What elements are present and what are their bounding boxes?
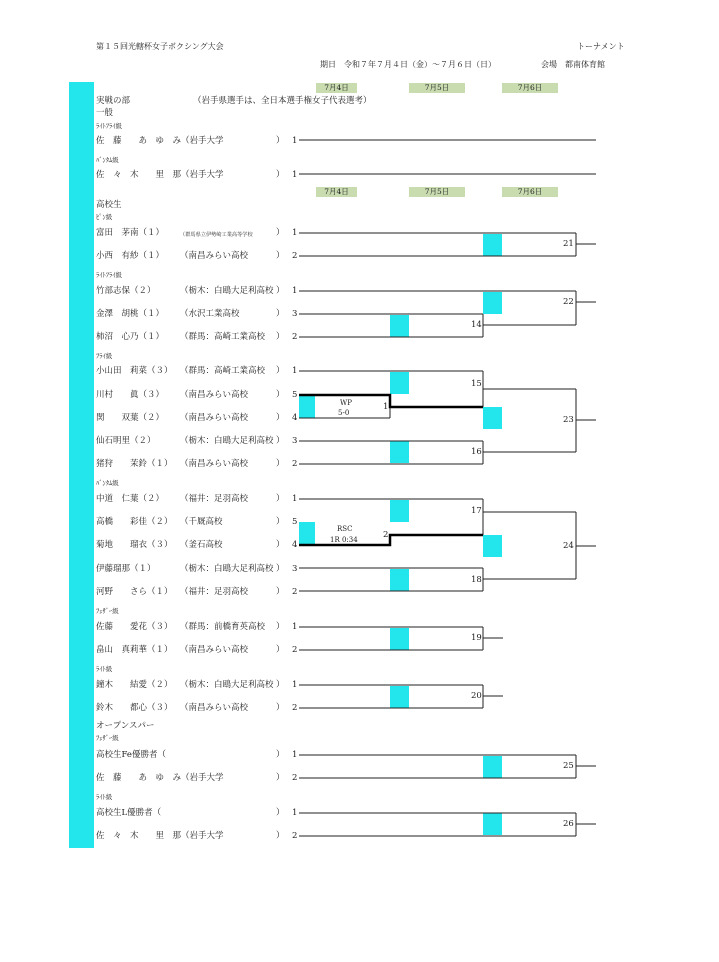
entry-name: 関 双葉（２） (96, 413, 165, 423)
entry-name: 猪狩 茉鈴（１） (96, 459, 173, 469)
result-method: RSC (337, 525, 353, 533)
corner-number: 1 (292, 494, 298, 504)
corner-number: 1 (292, 228, 298, 238)
entry-close: ） (276, 390, 285, 400)
corner-number: 1 (292, 136, 298, 146)
entry-name: 高校生L優勝者（ (96, 808, 162, 818)
entry-school: （水沢工業高校 (180, 309, 240, 319)
weight-class: ﾗｲﾄﾌﾗｲ級 (96, 122, 122, 130)
entry-school: （南昌みらい高校 (180, 413, 249, 423)
bout-number: 20 (471, 691, 482, 701)
weight-class: ﾗｲﾄ級 (96, 665, 113, 673)
entry-close: ） (276, 413, 285, 423)
entry-close: ） (276, 703, 285, 713)
entry-name: 小山田 莉菜（３） (96, 366, 173, 376)
entry-school: （栃木：白鴎大足利高校 (180, 680, 274, 690)
result-time: 1R 0:34 (330, 536, 358, 544)
entry-name: 川村 眞（３） (96, 390, 165, 400)
entry-school: （群馬：高崎工業高校 (180, 332, 266, 342)
date-day3: 7月6日 (502, 83, 558, 93)
entry-name: 佐藤 愛花（３） (96, 622, 173, 632)
tournament-title: 第１５回光轄杯女子ボクシング大会 (96, 42, 224, 51)
corner-number: 1 (292, 170, 298, 180)
corner-number: 1 (292, 286, 298, 296)
bout-number: 1 (383, 402, 389, 412)
weight-class: ﾊﾞﾝﾀﾑ級 (96, 156, 119, 164)
corner-number: 1 (292, 808, 298, 818)
entry-school: （栃木：白鴎大足利高校 (180, 564, 274, 574)
entry-name: 小西 有紗（１） (96, 251, 165, 261)
entry-school: （福井：足羽高校 (180, 494, 249, 504)
corner-number: 1 (292, 366, 298, 376)
bout-number: 15 (471, 379, 482, 389)
bout-number: 18 (471, 575, 482, 585)
entry-school: （南昌みらい高校 (180, 703, 249, 713)
entry-name: 金澤 胡桃（１） (96, 309, 165, 319)
weight-class: ﾋﾟﾝ級 (96, 213, 113, 221)
weight-class: ﾊﾞﾝﾀﾑ級 (96, 479, 119, 487)
corner-number: 2 (292, 587, 298, 597)
result-method: WP (340, 399, 352, 407)
period-label: 期日 令和７年７月４日（金）～７月６日（日） (320, 60, 496, 69)
corner-number: 3 (292, 436, 298, 446)
corner-number: 1 (292, 622, 298, 632)
entry-school: （南昌みらい高校 (180, 390, 249, 400)
bout-number: 17 (471, 506, 482, 516)
date-day2: 7月5日 (409, 83, 465, 93)
entry-school: （栃木：白鴎大足利高校 (180, 286, 274, 296)
entry-school: （南昌みらい高校 (180, 645, 249, 655)
entry-name: 畠山 真莉華（１） (96, 645, 173, 655)
entry-close: ） (276, 831, 285, 841)
entry-name: 伊藤瑠那（１） (96, 564, 156, 574)
bout-number: 16 (471, 447, 482, 457)
entry-name: 仙石明里（２） (96, 436, 156, 446)
entry-close: ） (276, 286, 285, 296)
entry-close: ） (276, 459, 285, 469)
bout-number: 14 (471, 320, 482, 330)
corner-number: 3 (292, 564, 298, 574)
corner-number: 5 (292, 390, 298, 400)
entry-school: （南昌みらい高校 (180, 251, 249, 261)
entry-school: （千厩高校 (180, 517, 223, 527)
entry-name: 鈴木 都心（３） (96, 703, 173, 713)
corner-number: 2 (292, 831, 298, 841)
entry-school: （南昌みらい高校 (180, 459, 249, 469)
bout-number: 19 (471, 633, 482, 643)
corner-number: 1 (292, 750, 298, 760)
corner-number: 3 (292, 309, 298, 319)
bout-number: 25 (563, 761, 574, 771)
entry-name: 高橋 彩佳（２） (96, 517, 173, 527)
entry-close: ） (276, 645, 285, 655)
bout-number: 21 (563, 239, 574, 249)
entry-name: 佐 藤 あ ゆ み（岩手大学 (96, 136, 224, 146)
entry-name: 河野 さら（１） (96, 587, 173, 597)
date-day2: 7月5日 (409, 187, 465, 197)
entry-name: 佐 々 木 里 那（岩手大学 (96, 831, 224, 841)
subsection-general: 一般 (96, 108, 114, 118)
entry-name: 菊地 瑠衣（３） (96, 540, 173, 550)
entry-name: 鐘木 結愛（２） (96, 680, 173, 690)
entry-name: 中道 仁葉（２） (96, 494, 165, 504)
entry-close: ） (276, 587, 285, 597)
date-day1: 7月4日 (316, 187, 357, 197)
bout-number: 23 (563, 415, 574, 425)
entry-school: （釜石高校 (180, 540, 223, 550)
entry-close: ） (276, 517, 285, 527)
bout-number: 22 (563, 297, 574, 307)
entry-name: 佐 々 木 里 那（岩手大学 (96, 170, 224, 180)
weight-class: ﾌｪｻﾞｰ級 (96, 607, 119, 615)
corner-number: 5 (292, 517, 298, 527)
entry-school: （福井：足羽高校 (180, 587, 249, 597)
corner-number: 4 (292, 540, 298, 550)
corner-number: 1 (292, 680, 298, 690)
weight-class: ﾗｲﾄ級 (96, 793, 113, 801)
entry-name: 柿沼 心乃（１） (96, 332, 165, 342)
bout-number: 2 (383, 530, 389, 540)
section-highschool: 高校生 (96, 200, 122, 210)
entry-school: （群馬：高崎工業高校 (180, 366, 266, 376)
selection-note: （岩手県選手は、全日本選手権女子代表選考） (193, 96, 372, 106)
corner-number: 4 (292, 413, 298, 423)
entry-close: ） (276, 750, 285, 760)
corner-number: 2 (292, 645, 298, 655)
corner-number: 2 (292, 459, 298, 469)
entry-close: ） (276, 228, 285, 238)
corner-number: 2 (292, 251, 298, 261)
date-day3: 7月6日 (502, 187, 558, 197)
entry-school: （群馬県立伊勢崎工業高等学校 (180, 232, 253, 238)
entry-name: 竹部志保（２） (96, 286, 156, 296)
weight-class: ﾌﾗｲ級 (96, 352, 113, 360)
entry-close: ） (276, 332, 285, 342)
entry-name: 富田 茅南（１） (96, 228, 165, 238)
entry-close: ） (276, 622, 285, 632)
result-score: 5-0 (338, 409, 350, 417)
entry-close: ） (276, 564, 285, 574)
weight-class: ﾌｪｻﾞｰ級 (96, 734, 119, 742)
entry-close: ） (276, 366, 285, 376)
document-type: トーナメント (577, 42, 625, 51)
entry-close: ） (276, 136, 285, 146)
entry-close: ） (276, 436, 285, 446)
date-day1: 7月4日 (316, 83, 357, 93)
entry-close: ） (276, 309, 285, 319)
entry-close: ） (276, 680, 285, 690)
section-general: 実戦の部 (96, 96, 131, 106)
entry-school: （群馬：前橋育英高校 (180, 622, 266, 632)
venue-label: 会場 都南体育館 (541, 60, 605, 69)
entry-name: 高校生Fe優勝者（ (96, 750, 166, 760)
entry-name: 佐 藤 あ ゆ み（岩手大学 (96, 773, 224, 783)
entry-close: ） (276, 170, 285, 180)
section-open-spar: オープンスパー (96, 721, 155, 731)
entry-close: ） (276, 494, 285, 504)
corner-number: 2 (292, 332, 298, 342)
entry-close: ） (276, 540, 285, 550)
entry-close: ） (276, 808, 285, 818)
entry-school: （栃木：白鴎大足利高校 (180, 436, 274, 446)
corner-number: 2 (292, 773, 298, 783)
entry-close: ） (276, 251, 285, 261)
entry-close: ） (276, 773, 285, 783)
bout-number: 26 (563, 819, 574, 829)
weight-class: ﾗｲﾄﾌﾗｲ級 (96, 271, 122, 279)
bout-number: 24 (563, 541, 574, 551)
corner-number: 2 (292, 703, 298, 713)
